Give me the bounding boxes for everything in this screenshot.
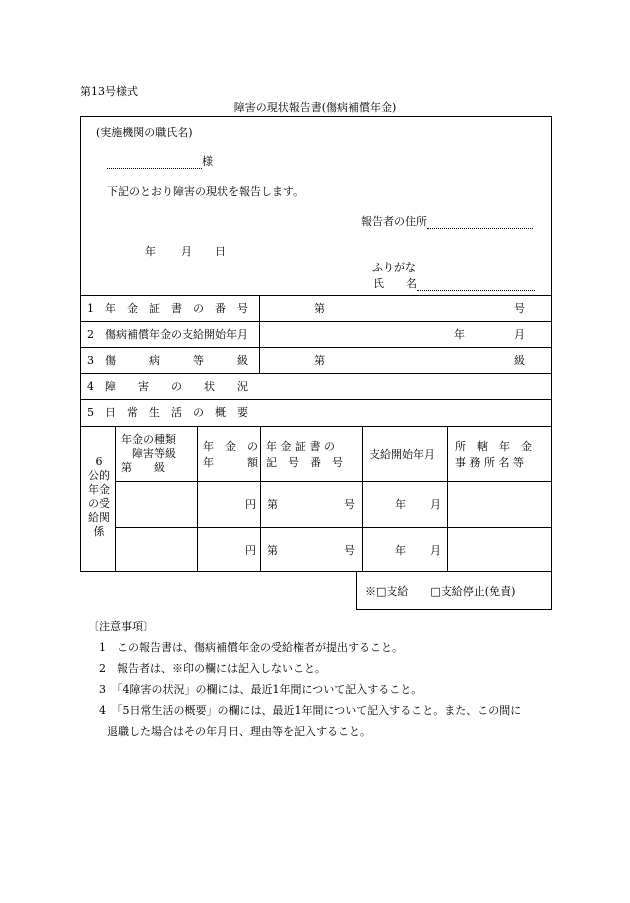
row3-label: 3 傷 病 等 級 [87, 354, 248, 367]
note-item: 退職した場合はその年月日、理由等を記入すること。 [107, 725, 371, 738]
row6b-suffix: 号 [344, 544, 355, 557]
side-line: の受 [88, 497, 110, 510]
header-office-2: 事 務 所 名 等 [455, 456, 524, 469]
row4-label: 4 障 害 の 状 況 [87, 380, 248, 393]
row6a-month: 月 [430, 498, 441, 511]
addressee-line[interactable] [107, 155, 213, 169]
report-statement: 下記のとおり障害の現状を報告します。 [107, 185, 305, 198]
row3-suffix: 級 [514, 354, 525, 367]
side-line: 公的 [88, 469, 110, 482]
row5-label: 5 日 常 生 活 の 概 要 [87, 406, 248, 419]
divider [115, 527, 551, 528]
divider [81, 295, 551, 296]
side-line: 給関 [88, 511, 110, 524]
note-item: 1 この報告書は、傷病補償年金の受給権者が提出すること。 [99, 641, 403, 654]
header-type-2: 障害等級 [132, 447, 176, 460]
row2-month: 月 [514, 328, 525, 341]
side-line: 係 [93, 525, 105, 538]
divider [362, 426, 363, 572]
reporter-name-label: 氏 名 [373, 277, 417, 290]
addressee-field[interactable] [107, 156, 202, 169]
row6b-month: 月 [430, 544, 441, 557]
header-amount-1: 年 金 の [203, 440, 258, 453]
row1-suffix: 号 [514, 302, 525, 315]
date-day: 日 [215, 245, 226, 258]
row1-label: 1 年 金 証 書 の 番 号 [87, 302, 248, 315]
document-title: 障害の現状報告書(傷病補償年金) [233, 101, 397, 114]
addressee-label: (実施機関の職氏名) [96, 126, 193, 139]
row2-label: 2 傷病補償年金の支給開始年月 [87, 328, 248, 341]
header-cert-1: 年 金 証 書 の [266, 440, 335, 453]
divider [81, 321, 551, 322]
header-type-3: 第 級 [121, 461, 165, 474]
header-type-1: 年金の種類 [121, 433, 176, 446]
row6b-year: 年 [395, 544, 406, 557]
divider [197, 426, 198, 572]
divider [81, 373, 551, 374]
addressee-suffix: 様 [202, 155, 213, 168]
row6a-suffix: 号 [344, 498, 355, 511]
header-start: 支給開始年月 [369, 448, 435, 461]
divider [259, 295, 260, 373]
reporter-address-label: 報告者の住所 [361, 215, 427, 228]
note-item: 4 「5日常生活の概要」の欄には、最近1年間について記入すること。また、この間に [99, 704, 522, 717]
row6a-yen: 円 [245, 498, 256, 511]
form-box [80, 116, 552, 572]
row3-prefix[interactable]: 第 [314, 354, 325, 367]
form-number: 第13号様式 [80, 85, 138, 98]
divider [81, 426, 551, 427]
row2-year[interactable]: 年 [454, 328, 465, 341]
header-amount-2: 年 額 [203, 456, 258, 469]
notes [88, 616, 521, 742]
divider [115, 481, 551, 482]
side-line: 年金 [88, 483, 110, 496]
header-cert-2: 記 号 番 号 [266, 456, 343, 469]
notes-heading: 〔注意事項〕 [88, 620, 154, 633]
section6-side-label [87, 455, 111, 539]
official-use-box [356, 572, 552, 610]
reporter-address[interactable] [361, 215, 533, 229]
divider [81, 399, 551, 400]
date-month: 月 [181, 245, 192, 258]
reporter-name-field[interactable] [417, 278, 535, 291]
row6b-prefix: 第 [267, 544, 278, 557]
reporter-name[interactable] [373, 277, 535, 291]
divider [115, 426, 116, 572]
stamp-text[interactable]: ※□支給 □支給停止(免責) [365, 585, 516, 598]
side-line: 6 [95, 455, 103, 468]
row1-prefix[interactable]: 第 [314, 302, 325, 315]
row6a-year: 年 [395, 498, 406, 511]
note-item: 3 「4障害の状況」の欄には、最近1年間について記入すること。 [99, 683, 423, 696]
row6b-yen: 円 [245, 544, 256, 557]
divider [81, 347, 551, 348]
header-office-1: 所 轄 年 金 [455, 440, 532, 453]
divider [447, 426, 448, 572]
note-item: 2 報告者は、※印の欄には記入しないこと。 [99, 662, 326, 675]
row6a-prefix: 第 [267, 498, 278, 511]
reporter-address-field[interactable] [427, 216, 533, 229]
date-year: 年 [145, 245, 156, 258]
divider [260, 426, 261, 572]
furigana-label: ふりがな [372, 261, 416, 274]
